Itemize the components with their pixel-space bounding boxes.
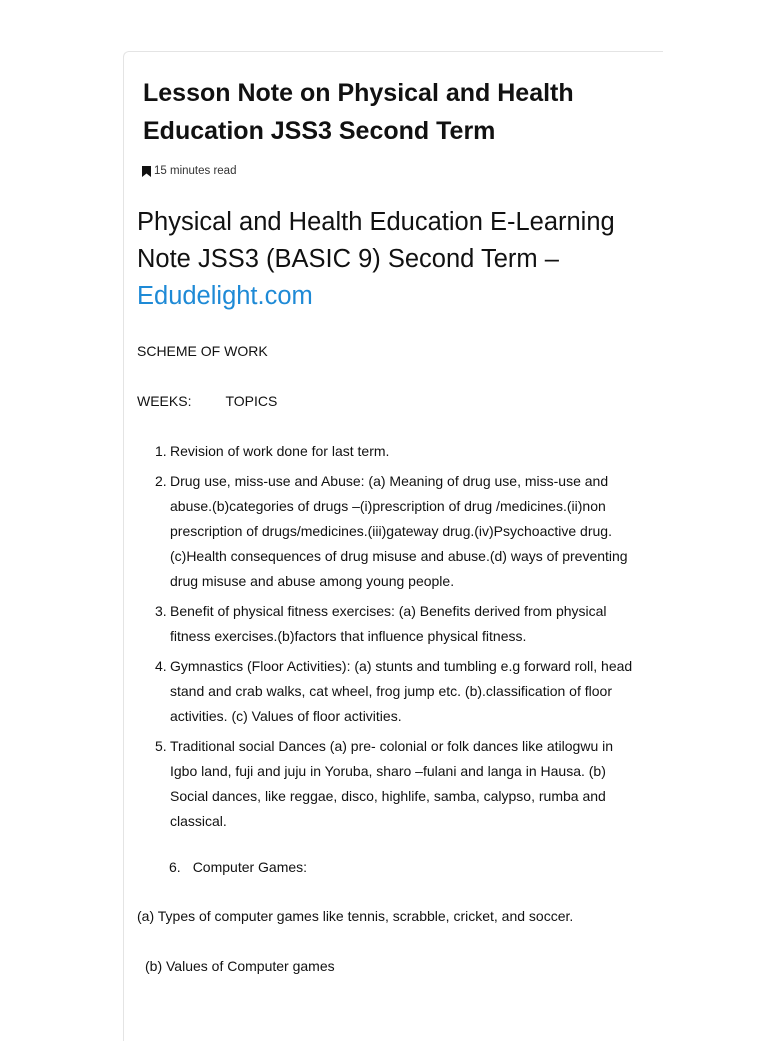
article-heading xyxy=(137,204,637,315)
list-item-number: 1. xyxy=(155,443,167,459)
post-title: Lesson Note on Physical and Health Education JSS3 Second Term xyxy=(143,79,574,145)
list-item xyxy=(138,599,633,649)
topics-list xyxy=(138,439,633,839)
list-item-number: 4. xyxy=(155,658,167,674)
list-item xyxy=(138,469,633,594)
list-item-text: Benefit of physical fitness exercises: (a) Benefits derived from physical fitness exercises.(b)factors that influence physical fitness. xyxy=(170,603,607,644)
item6-number: 6. xyxy=(169,859,181,875)
topic-item-6 xyxy=(169,859,307,875)
list-item xyxy=(138,439,633,464)
list-item-text: Drug use, miss-use and Abuse: (a) Meaning of drug use, miss-use and abuse.(b)categories of drugs –(i)prescription of drug /medicines.(ii)non prescription of drugs/medicines.(iii)gateway drug.(iv)Psychoactive drug.(c)Health consequences of drug misuse and abuse.(d) ways of preventing drug misuse and abuse among young people. xyxy=(170,473,628,589)
list-item-number: 3. xyxy=(155,603,167,619)
list-item-number: 5. xyxy=(155,738,167,754)
article-heading-text: Physical and Health Education E-Learning Note JSS3 (BASIC 9) Second Term – xyxy=(137,208,615,273)
bookmark-icon xyxy=(142,166,151,177)
weeks-label: WEEKS: xyxy=(137,393,192,409)
list-item-text: Revision of work done for last term. xyxy=(170,443,390,459)
list-item xyxy=(138,654,633,729)
read-time xyxy=(142,165,236,177)
list-item-number: 2. xyxy=(155,473,167,489)
item6-text: Computer Games: xyxy=(192,859,308,875)
computer-games-sub-b: (b) Values of Computer games xyxy=(145,958,335,974)
computer-games-sub-a: (a) Types of computer games like tennis, scrabble, cricket, and soccer. xyxy=(137,908,574,924)
weeks-topics-header xyxy=(137,393,277,409)
edudelight-link[interactable]: Edudelight.com xyxy=(137,282,313,310)
list-item-text: Traditional social Dances (a) pre- colonial or folk dances like atilogwu in Igbo land, fuji and juju in Yoruba, sharo –fulani and langa in Hausa. (b) Social dances, like reggae, disco, highlife, samba, calypso, rumba and classical. xyxy=(170,738,614,829)
topics-label: TOPICS xyxy=(225,393,278,409)
scheme-of-work-label: SCHEME OF WORK xyxy=(137,343,268,359)
list-item xyxy=(138,734,633,834)
list-item-text: Gymnastics (Floor Activities): (a) stunts and tumbling e.g forward roll, head stand and crab walks, cat wheel, frog jump etc. (b).classification of floor activities. (c) Values of floor activities. xyxy=(170,658,633,724)
read-time-label: 15 minutes read xyxy=(154,165,237,177)
